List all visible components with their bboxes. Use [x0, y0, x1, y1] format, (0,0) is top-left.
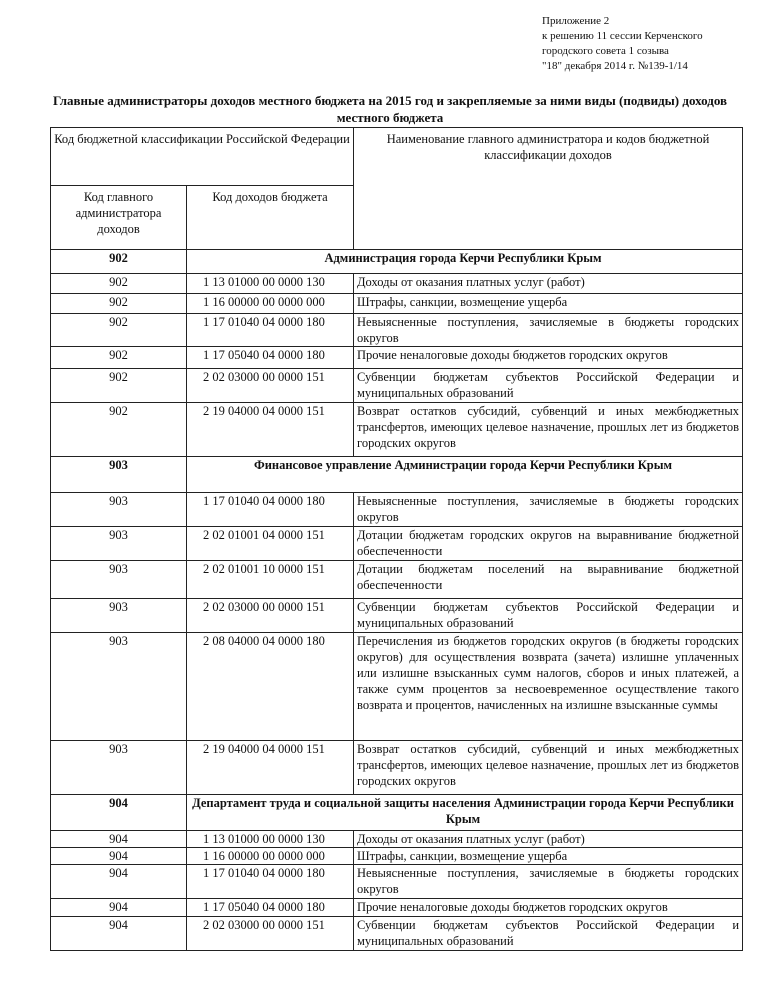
table-row — [51, 274, 743, 294]
table-row — [51, 599, 743, 633]
table-row — [51, 527, 743, 561]
administrator-name: Департамент труда и социальной защиты населения Администрации города Керчи Республики Крым — [187, 795, 743, 831]
table-row — [51, 741, 743, 795]
row-admin-code: 903 — [51, 741, 187, 795]
table-row — [51, 493, 743, 527]
row-income-code: 2 08 04000 04 0000 180 — [187, 633, 354, 741]
row-income-name: Штрафы, санкции, возмещение ущерба — [354, 294, 743, 314]
table-row — [51, 403, 743, 457]
income-admin-table — [50, 127, 743, 951]
row-admin-code: 902 — [51, 294, 187, 314]
row-admin-code: 904 — [51, 865, 187, 899]
row-income-name: Штрафы, санкции, возмещение ущерба — [354, 848, 743, 865]
row-income-name: Возврат остатков субсидий, субвенций и иных межбюджетных трансфертов, имеющих целевое назначение, прошлых лет из бюджетов городских округов — [354, 741, 743, 795]
row-admin-code: 904 — [51, 831, 187, 848]
table-body — [51, 250, 743, 951]
table-row — [51, 848, 743, 865]
row-income-name: Прочие неналоговые доходы бюджетов городских округов — [354, 899, 743, 917]
row-admin-code: 904 — [51, 899, 187, 917]
row-income-code: 1 16 00000 00 0000 000 — [187, 294, 354, 314]
row-income-name: Невыясненные поступления, зачисляемые в бюджеты городских округов — [354, 493, 743, 527]
row-admin-code: 903 — [51, 561, 187, 599]
row-admin-code: 903 — [51, 493, 187, 527]
administrator-row — [51, 457, 743, 493]
table-row — [51, 314, 743, 347]
row-admin-code: 904 — [51, 917, 187, 951]
administrator-code: 904 — [51, 795, 187, 831]
table-row — [51, 831, 743, 848]
row-income-name: Дотации бюджетам поселений на выравнивание бюджетной обеспеченности — [354, 561, 743, 599]
row-income-code: 2 19 04000 04 0000 151 — [187, 403, 354, 457]
row-income-name: Доходы от оказания платных услуг (работ) — [354, 831, 743, 848]
row-admin-code: 902 — [51, 403, 187, 457]
row-admin-code: 904 — [51, 848, 187, 865]
header-admin-code: Код главного администратора доходов — [51, 186, 187, 250]
table-row — [51, 294, 743, 314]
administrator-name: Администрация города Керчи Республики Крым — [187, 250, 743, 274]
row-income-name: Невыясненные поступления, зачисляемые в бюджеты городских округов — [354, 314, 743, 347]
row-income-code: 1 16 00000 00 0000 000 — [187, 848, 354, 865]
row-admin-code: 903 — [51, 527, 187, 561]
header-classification-code: Код бюджетной классификации Российской Федерации — [51, 128, 354, 186]
table-row — [51, 633, 743, 741]
row-income-code: 1 17 01040 04 0000 180 — [187, 865, 354, 899]
row-income-code: 1 13 01000 00 0000 130 — [187, 274, 354, 294]
row-income-code: 2 02 03000 00 0000 151 — [187, 599, 354, 633]
header-name: Наименование главного администратора и кодов бюджетной классификации доходов — [354, 128, 743, 250]
table-row — [51, 917, 743, 951]
administrator-code: 903 — [51, 457, 187, 493]
administrator-code: 902 — [51, 250, 187, 274]
row-income-name: Дотации бюджетам городских округов на выравнивание бюджетной обеспеченности — [354, 527, 743, 561]
table-row — [51, 369, 743, 403]
row-income-name: Субвенции бюджетам субъектов Российской Федерации и муниципальных образований — [354, 917, 743, 951]
row-income-code: 2 02 03000 00 0000 151 — [187, 369, 354, 403]
appendix-line: городского совета 1 созыва — [542, 45, 669, 57]
row-income-code: 1 17 05040 04 0000 180 — [187, 899, 354, 917]
row-income-code: 1 17 01040 04 0000 180 — [187, 314, 354, 347]
administrator-row — [51, 250, 743, 274]
appendix-line: "18" декабря 2014 г. №139-1/14 — [542, 60, 688, 72]
table-row — [51, 899, 743, 917]
appendix-line: Приложение 2 — [542, 15, 610, 27]
row-income-code: 2 02 01001 10 0000 151 — [187, 561, 354, 599]
header-income-code: Код доходов бюджета — [187, 186, 354, 250]
row-income-code: 2 02 01001 04 0000 151 — [187, 527, 354, 561]
row-income-name: Невыясненные поступления, зачисляемые в бюджеты городских округов — [354, 865, 743, 899]
row-admin-code: 902 — [51, 369, 187, 403]
row-income-name: Доходы от оказания платных услуг (работ) — [354, 274, 743, 294]
row-income-code: 1 17 01040 04 0000 180 — [187, 493, 354, 527]
table-row — [51, 561, 743, 599]
table-row — [51, 865, 743, 899]
appendix-line: к решению 11 сессии Керченского — [542, 30, 703, 42]
row-admin-code: 902 — [51, 314, 187, 347]
row-income-name: Прочие неналоговые доходы бюджетов городских округов — [354, 347, 743, 369]
document-title: Главные администраторы доходов местного бюджета на 2015 год и закрепляемые за ними виды (подвиды) доходов местного бюджета — [52, 93, 728, 125]
row-income-name: Субвенции бюджетам субъектов Российской Федерации и муниципальных образований — [354, 369, 743, 403]
row-income-code: 2 19 04000 04 0000 151 — [187, 741, 354, 795]
appendix-note — [542, 14, 703, 74]
row-admin-code: 903 — [51, 599, 187, 633]
administrator-row — [51, 795, 743, 831]
row-income-code: 1 13 01000 00 0000 130 — [187, 831, 354, 848]
row-income-code: 1 17 05040 04 0000 180 — [187, 347, 354, 369]
row-income-name: Субвенции бюджетам субъектов Российской Федерации и муниципальных образований — [354, 599, 743, 633]
row-admin-code: 902 — [51, 274, 187, 294]
table-row — [51, 347, 743, 369]
row-admin-code: 902 — [51, 347, 187, 369]
row-admin-code: 903 — [51, 633, 187, 741]
row-income-name: Перечисления из бюджетов городских округов (в бюджеты городских округов) для осуществления возврата (зачета) излишне уплаченных или излишне взысканных сумм налогов, сборов и иных платежей, а также сумм процентов за несвоевременное осуществление такого возврата и процентов, начисленных на излишне взысканные суммы — [354, 633, 743, 741]
row-income-name: Возврат остатков субсидий, субвенций и иных межбюджетных трансфертов, имеющих целевое назначение, прошлых лет из бюджетов городских округов — [354, 403, 743, 457]
row-income-code: 2 02 03000 00 0000 151 — [187, 917, 354, 951]
administrator-name: Финансовое управление Администрации города Керчи Республики Крым — [187, 457, 743, 493]
